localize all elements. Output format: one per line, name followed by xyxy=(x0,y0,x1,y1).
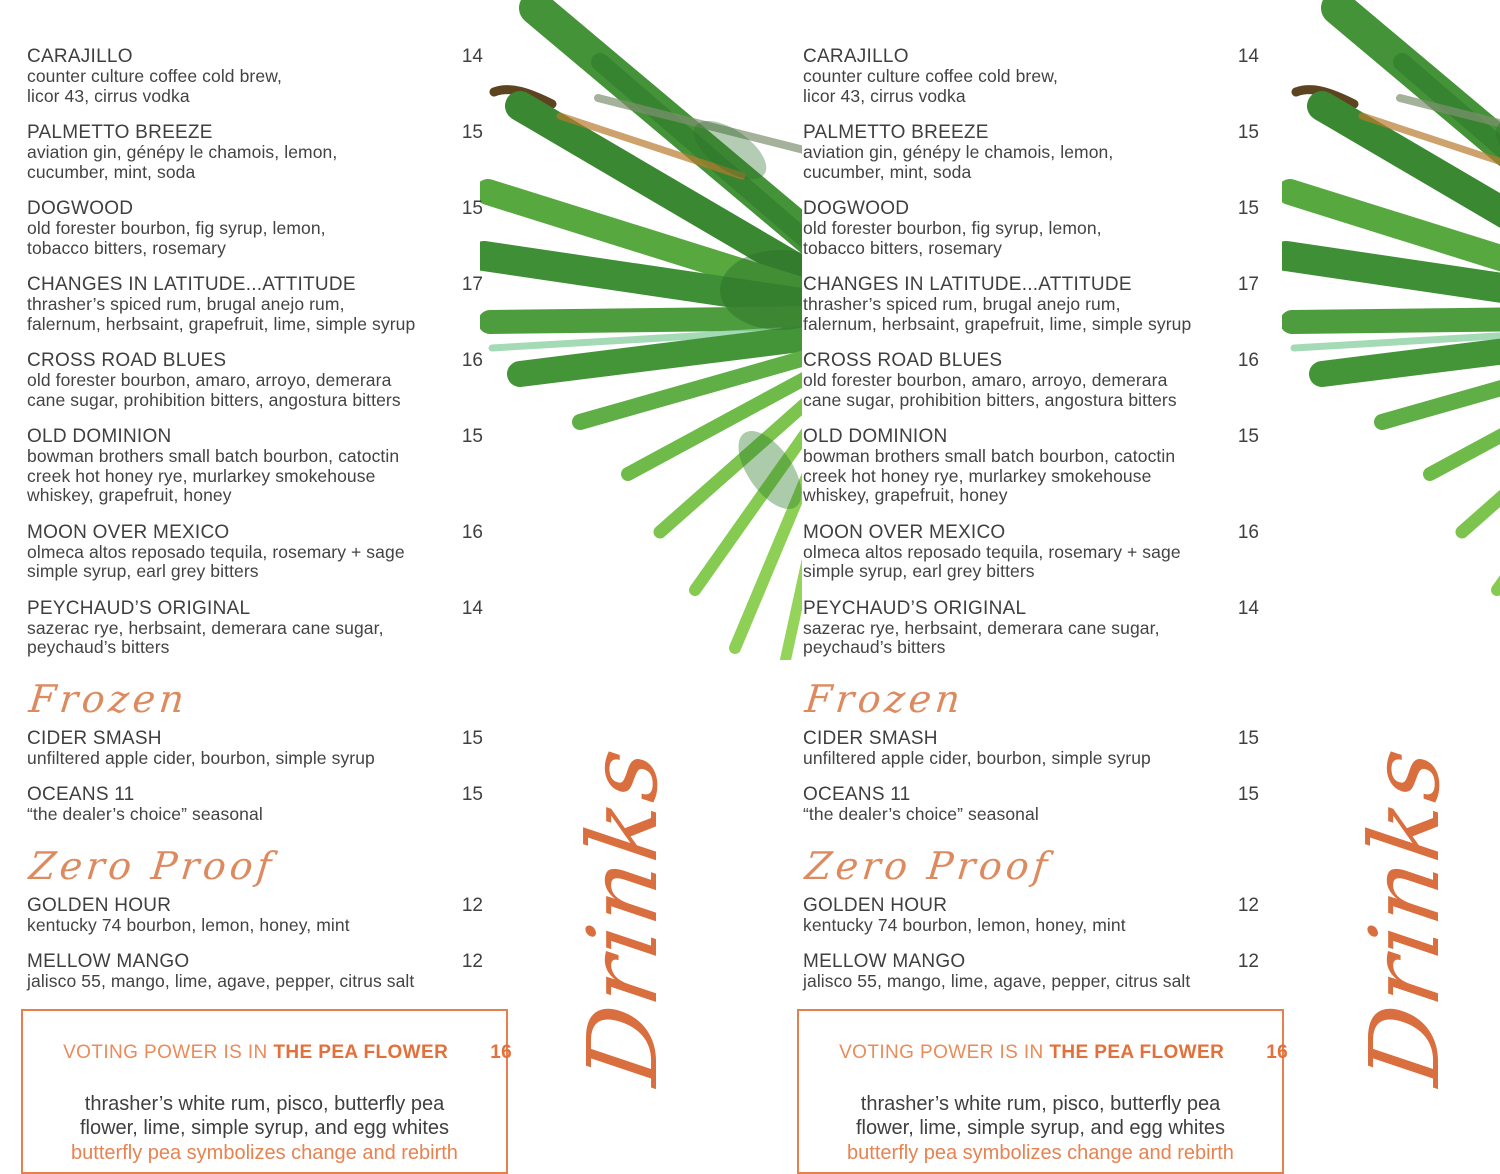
feature-note: butterfly pea symbolizes change and rebirth xyxy=(71,1141,458,1164)
item-description-line: kentucky 74 bourbon, lemon, honey, mint xyxy=(27,914,350,935)
item-description xyxy=(803,219,1259,258)
item-name: CHANGES IN LATITUDE...ATTITUDE xyxy=(27,274,356,295)
item-description-line: simple syrup, earl grey bitters xyxy=(803,561,1035,581)
item-description-line: “the dealer’s choice” seasonal xyxy=(27,804,263,824)
feature-description-line: flower, lime, simple syrup, and egg whites xyxy=(79,1116,450,1139)
feature-description-line: flower, lime, simple syrup, and egg whites xyxy=(855,1116,1226,1139)
item-price: 15 xyxy=(1237,198,1259,219)
menu-item xyxy=(27,784,483,825)
item-description-line: cane sugar, prohibition bitters, angostura bitters xyxy=(27,389,401,410)
feature-note: butterfly pea symbolizes change and rebirth xyxy=(847,1141,1234,1164)
item-description-line: bowman brothers small batch bourbon, catoctin xyxy=(27,446,400,466)
item-description-line: cucumber, mint, soda xyxy=(27,161,196,182)
item-description xyxy=(803,371,1259,410)
feature-description xyxy=(805,1092,1276,1140)
item-description xyxy=(27,619,483,658)
menu-item-header xyxy=(803,728,1259,749)
item-description xyxy=(803,619,1259,658)
item-description xyxy=(803,972,1259,992)
item-description xyxy=(803,543,1259,582)
palm-leaf-illustration xyxy=(480,0,802,660)
palm-leaf-illustration xyxy=(480,0,802,660)
item-price: 12 xyxy=(461,894,483,916)
item-description-line: sazerac rye, herbsaint, demerara cane sugar, xyxy=(27,617,384,638)
menu-item-header xyxy=(803,122,1259,143)
item-name: OCEANS 11 xyxy=(803,784,911,805)
item-description-line: unfiltered apple cider, bourbon, simple syrup xyxy=(803,747,1151,768)
item-name: OCEANS 11 xyxy=(27,784,135,805)
item-price: 16 xyxy=(1237,350,1259,371)
feature-description xyxy=(29,1092,500,1140)
menu-column-right xyxy=(803,46,1289,1174)
item-price: 15 xyxy=(1237,727,1259,749)
section-heading-frozen: Frozen xyxy=(803,676,967,721)
menu-item xyxy=(803,951,1259,992)
item-name: CIDER SMASH xyxy=(803,727,938,749)
palm-leaf-illustration xyxy=(1282,0,1500,660)
item-price: 16 xyxy=(1237,521,1259,543)
item-price: 12 xyxy=(1237,894,1259,916)
feature-title-emphasis: THE PEA FLOWER xyxy=(273,1041,449,1063)
item-price: 15 xyxy=(461,727,483,749)
menu-item xyxy=(27,198,483,258)
menu-item xyxy=(803,784,1259,825)
item-name: OLD DOMINION xyxy=(27,426,172,447)
menu-item xyxy=(803,598,1259,658)
item-description xyxy=(27,371,483,410)
item-description-line: aviation gin, génépy le chamois, lemon, xyxy=(803,142,1114,162)
menu-item-header xyxy=(27,274,483,295)
item-description-line: unfiltered apple cider, bourbon, simple syrup xyxy=(27,747,375,768)
item-description-line: aviation gin, génépy le chamois, lemon, xyxy=(27,142,338,162)
item-price: 12 xyxy=(1237,951,1259,972)
item-name: PALMETTO BREEZE xyxy=(27,122,213,143)
item-description-line: jalisco 55, mango, lime, agave, pepper, citrus salt xyxy=(27,971,415,991)
item-description xyxy=(27,219,483,258)
item-description-line: sazerac rye, herbsaint, demerara cane sugar, xyxy=(803,617,1160,638)
menu-item xyxy=(27,350,483,410)
menu-item-header xyxy=(27,122,483,143)
menu-item-header xyxy=(803,951,1259,972)
menu-item-header xyxy=(803,598,1259,619)
menu-item xyxy=(27,951,483,992)
item-name: DOGWOOD xyxy=(803,198,910,219)
item-price: 12 xyxy=(461,951,483,972)
feature-price: 16 xyxy=(490,1041,513,1063)
menu-item-header xyxy=(27,46,483,67)
menu-item xyxy=(803,522,1259,582)
item-description xyxy=(27,916,483,936)
item-price: 15 xyxy=(461,198,483,219)
item-price: 17 xyxy=(1237,274,1259,295)
menu-item-header xyxy=(27,522,483,543)
item-description-line: licor 43, cirrus vodka xyxy=(27,85,190,106)
menu-item-header xyxy=(803,274,1259,295)
menu-item-header xyxy=(27,350,483,371)
item-description-line: creek hot honey rye, murlarkey smokehouse xyxy=(27,465,376,486)
section-heading-zero-proof: Zero Proof xyxy=(27,843,278,888)
item-description xyxy=(27,447,483,506)
item-description-line: falernum, herbsaint, grapefruit, lime, simple syrup xyxy=(803,313,1192,334)
item-description xyxy=(803,749,1259,769)
item-price: 15 xyxy=(1237,426,1259,447)
menu-item-header xyxy=(27,198,483,219)
feature-title xyxy=(29,1014,513,1092)
item-description-line: whiskey, grapefruit, honey xyxy=(803,485,1008,505)
menu-item xyxy=(27,274,483,334)
item-description-line: “the dealer’s choice” seasonal xyxy=(803,804,1039,824)
item-name: DOGWOOD xyxy=(27,198,134,219)
item-price: 16 xyxy=(461,521,483,543)
drinks-script-title: Drinks xyxy=(1349,740,1461,1091)
item-price: 17 xyxy=(461,274,483,295)
item-description-line: old forester bourbon, fig syrup, lemon, xyxy=(803,218,1102,238)
item-name: CROSS ROAD BLUES xyxy=(803,350,1003,371)
item-name: MELLOW MANGO xyxy=(27,951,190,972)
item-price: 14 xyxy=(1237,46,1259,67)
item-description-line: peychaud’s bitters xyxy=(803,637,946,657)
menu-item xyxy=(27,728,483,769)
item-price: 15 xyxy=(461,122,483,143)
item-name: OLD DOMINION xyxy=(803,426,948,447)
item-description-line: tobacco bitters, rosemary xyxy=(27,237,226,258)
item-price: 15 xyxy=(461,784,483,805)
item-description-line: licor 43, cirrus vodka xyxy=(803,85,966,106)
item-description-line: bowman brothers small batch bourbon, catoctin xyxy=(803,446,1176,466)
item-description-line: cane sugar, prohibition bitters, angostura bitters xyxy=(803,389,1177,410)
item-description xyxy=(27,749,483,769)
item-description-line: kentucky 74 bourbon, lemon, honey, mint xyxy=(803,914,1126,935)
menu-item xyxy=(803,274,1259,334)
item-description xyxy=(803,67,1259,106)
item-price: 15 xyxy=(1237,784,1259,805)
item-name: MOON OVER MEXICO xyxy=(27,521,230,543)
item-description-line: olmeca altos reposado tequila, rosemary + sage xyxy=(27,541,405,562)
menu-item-header xyxy=(803,46,1259,67)
item-description-line: old forester bourbon, amaro, arroyo, demerara xyxy=(803,370,1168,390)
item-price: 14 xyxy=(1237,597,1259,619)
item-description-line: cucumber, mint, soda xyxy=(803,161,972,182)
menu-item xyxy=(803,728,1259,769)
item-description-line: jalisco 55, mango, lime, agave, pepper, citrus salt xyxy=(803,971,1191,991)
item-description-line: simple syrup, earl grey bitters xyxy=(27,561,259,581)
feature-title xyxy=(805,1014,1289,1092)
item-name: GOLDEN HOUR xyxy=(27,894,172,916)
item-description xyxy=(803,447,1259,506)
item-description xyxy=(803,805,1259,825)
menu-item xyxy=(27,46,483,106)
item-price: 15 xyxy=(1237,122,1259,143)
item-description-line: old forester bourbon, fig syrup, lemon, xyxy=(27,218,326,238)
item-description-line: tobacco bitters, rosemary xyxy=(803,237,1002,258)
menu-item-header xyxy=(27,728,483,749)
section-heading-frozen: Frozen xyxy=(27,676,191,721)
item-name: MOON OVER MEXICO xyxy=(803,521,1006,543)
item-description-line: creek hot honey rye, murlarkey smokehouse xyxy=(803,465,1152,486)
item-price: 14 xyxy=(461,46,483,67)
item-name: GOLDEN HOUR xyxy=(803,894,948,916)
palm-leaf-illustration xyxy=(1282,0,1500,660)
section-heading-zero-proof: Zero Proof xyxy=(803,843,1054,888)
item-price: 16 xyxy=(461,350,483,371)
item-description-line: counter culture coffee cold brew, xyxy=(27,66,282,86)
menu-item xyxy=(803,122,1259,182)
item-description xyxy=(803,295,1259,334)
item-name: CARAJILLO xyxy=(27,46,133,67)
item-description xyxy=(27,143,483,182)
menu-item-header xyxy=(803,198,1259,219)
menu-item xyxy=(803,895,1259,936)
item-description xyxy=(27,295,483,334)
menu-item xyxy=(27,598,483,658)
item-description-line: counter culture coffee cold brew, xyxy=(803,66,1058,86)
item-name: PEYCHAUD’S ORIGINAL xyxy=(803,597,1027,619)
item-description-line: whiskey, grapefruit, honey xyxy=(27,485,232,505)
menu-item xyxy=(27,895,483,936)
menu-item xyxy=(27,426,483,506)
menu-item xyxy=(27,522,483,582)
menu-item-header xyxy=(27,426,483,447)
menu-item-header xyxy=(803,350,1259,371)
item-description-line: thrasher’s spiced rum, brugal anejo rum, xyxy=(27,294,345,314)
item-name: CROSS ROAD BLUES xyxy=(27,350,227,371)
item-description xyxy=(803,916,1259,936)
menu-item-header xyxy=(27,784,483,805)
item-description-line: falernum, herbsaint, grapefruit, lime, simple syrup xyxy=(27,313,416,334)
feature-title-prefix: VOTING POWER IS IN xyxy=(63,1041,274,1063)
item-description-line: old forester bourbon, amaro, arroyo, demerara xyxy=(27,370,392,390)
item-name: CARAJILLO xyxy=(803,46,909,67)
menu-item-header xyxy=(27,598,483,619)
menu-item xyxy=(803,350,1259,410)
pea-flower-feature-box xyxy=(21,1009,513,1174)
feature-description-line: thrasher’s white rum, pisco, butterfly pea xyxy=(84,1092,445,1115)
feature-price: 16 xyxy=(1266,1041,1289,1063)
item-description-line: peychaud’s bitters xyxy=(27,637,170,657)
feature-title-prefix: VOTING POWER IS IN xyxy=(839,1041,1050,1063)
feature-description-line: thrasher’s white rum, pisco, butterfly pea xyxy=(860,1092,1221,1115)
item-name: MELLOW MANGO xyxy=(803,951,966,972)
item-description xyxy=(27,543,483,582)
item-description xyxy=(27,972,483,992)
menu-item xyxy=(803,46,1259,106)
menu-item-header xyxy=(803,895,1259,916)
menu-item xyxy=(27,122,483,182)
item-name: CIDER SMASH xyxy=(27,727,162,749)
item-description xyxy=(27,805,483,825)
menu-item xyxy=(803,198,1259,258)
drinks-script-title: Drinks xyxy=(567,740,679,1091)
menu-item-header xyxy=(27,951,483,972)
item-price: 14 xyxy=(461,597,483,619)
item-description-line: thrasher’s spiced rum, brugal anejo rum, xyxy=(803,294,1121,314)
menu-column-left xyxy=(27,46,513,1174)
item-description xyxy=(803,143,1259,182)
menu-item-header xyxy=(27,895,483,916)
item-description-line: olmeca altos reposado tequila, rosemary + sage xyxy=(803,541,1181,562)
menu-item-header xyxy=(803,522,1259,543)
menu-item-header xyxy=(803,426,1259,447)
feature-title-emphasis: THE PEA FLOWER xyxy=(1049,1041,1225,1063)
item-price: 15 xyxy=(461,426,483,447)
item-description xyxy=(27,67,483,106)
menu-item xyxy=(803,426,1259,506)
item-name: CHANGES IN LATITUDE...ATTITUDE xyxy=(803,274,1132,295)
item-name: PEYCHAUD’S ORIGINAL xyxy=(27,597,251,619)
pea-flower-feature-box xyxy=(797,1009,1289,1174)
item-name: PALMETTO BREEZE xyxy=(803,122,989,143)
menu-item-header xyxy=(803,784,1259,805)
